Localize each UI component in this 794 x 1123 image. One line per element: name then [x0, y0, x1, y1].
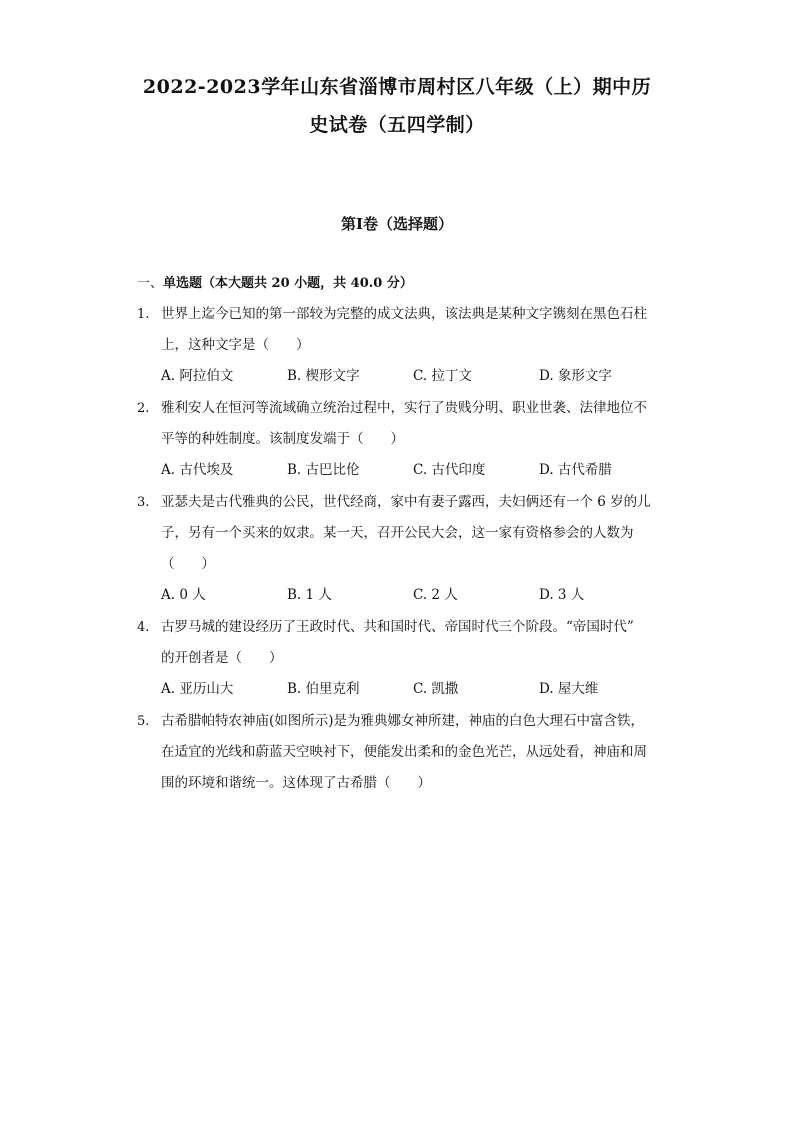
- answer-options: [161, 361, 677, 392]
- option-d[interactable]: D. 古代希腊: [539, 462, 612, 478]
- answer-options: [161, 674, 677, 705]
- exam-title: [110, 68, 684, 144]
- question-stem-line: 在适宜的光线和蔚蓝天空映衬下，便能发出柔和的金色光芒，从远处看，神庙和周: [161, 744, 647, 760]
- question-stem-line: 雅利安人在恒河等流域确立统治过程中，实行了贵贱分明、职业世袭、法律地位不: [161, 400, 647, 416]
- question-stem: [161, 487, 677, 580]
- question-number: 4.: [137, 620, 150, 635]
- option-a[interactable]: A. 阿拉伯文: [161, 368, 234, 384]
- question-stem: [161, 612, 677, 674]
- question-number: 1.: [137, 307, 150, 322]
- question-3: [137, 487, 677, 611]
- question-stem-line: （ ）: [161, 556, 215, 572]
- question-4: [137, 612, 677, 705]
- option-a[interactable]: A. 0 人: [161, 587, 206, 603]
- option-a[interactable]: A. 古代埃及: [161, 462, 234, 478]
- question-1: [137, 299, 677, 392]
- question-stem: [161, 706, 677, 799]
- question-stem-line: 古希腊帕特农神庙(如图所示)是为雅典娜女神所建，神庙的白色大理石中富含铁，: [161, 713, 645, 729]
- option-b[interactable]: B. 伯里克利: [287, 681, 360, 697]
- question-number: 5.: [137, 714, 150, 729]
- answer-options: [161, 580, 677, 611]
- question-stem: [161, 393, 677, 455]
- question-stem-line: 围的环境和谐统一。这体现了古希腊（ ）: [161, 775, 431, 791]
- question-stem: [161, 299, 677, 361]
- question-stem-line: 子，另有一个买来的奴隶。某一天，召开公民大会，这一家有资格参会的人数为: [161, 525, 634, 541]
- answer-options: [161, 455, 677, 486]
- option-c[interactable]: C. 凯撒: [413, 681, 459, 697]
- option-d[interactable]: D. 3 人: [539, 587, 585, 603]
- question-stem-line: 古罗马城的建设经历了王政时代、共和国时代、帝国时代三个阶段。“帝国时代”: [161, 619, 634, 635]
- section-title: 第I卷（选择题）: [340, 215, 454, 233]
- question-stem-line: 世界上迄今已知的第一部较为完整的成文法典，该法典是某种文字镌刻在黑色石柱: [161, 306, 647, 322]
- question-stem-line: 平等的种姓制度。该制度发端于（ ）: [161, 431, 404, 447]
- exam-title-line-2: 史试卷（五四学制）: [309, 114, 485, 136]
- question-number: 3.: [137, 495, 150, 510]
- option-d[interactable]: D. 屋大维: [539, 681, 599, 697]
- question-stem-line: 的开创者是（ ）: [161, 650, 283, 666]
- question-5: [137, 706, 677, 799]
- question-number: 2.: [137, 401, 150, 416]
- option-b[interactable]: B. 古巴比伦: [287, 462, 360, 478]
- option-d[interactable]: D. 象形文字: [539, 368, 612, 384]
- option-b[interactable]: B. 楔形文字: [287, 368, 360, 384]
- option-a[interactable]: A. 亚历山大: [161, 681, 234, 697]
- part-heading-text: 单选题（本大题共 20 小题，共 40.0 分）: [163, 276, 413, 291]
- option-b[interactable]: B. 1 人: [287, 587, 332, 603]
- option-c[interactable]: C. 拉丁文: [413, 368, 472, 384]
- question-2: [137, 393, 677, 486]
- question-stem-line: 亚瑟夫是古代雅典的公民，世代经商，家中有妻子露西，夫妇俩还有一个 6 岁的儿: [161, 494, 651, 510]
- part-heading-prefix: 一、: [137, 276, 164, 291]
- option-c[interactable]: C. 2 人: [413, 587, 458, 603]
- question-stem-line: 上，这种文字是（ ）: [161, 337, 310, 353]
- part-heading: [137, 274, 413, 294]
- exam-title-line-1: 2022-2023学年山东省淄博市周村区八年级（上）期中历: [142, 76, 652, 98]
- option-c[interactable]: C. 古代印度: [413, 462, 486, 478]
